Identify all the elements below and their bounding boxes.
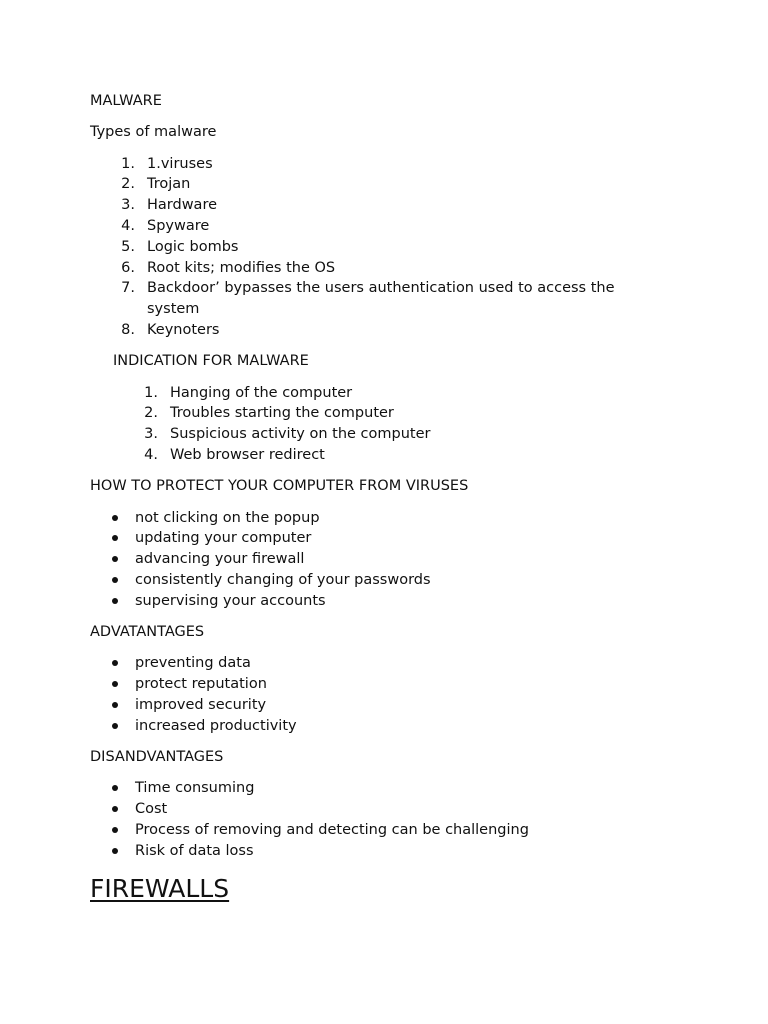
bullet-icon bbox=[90, 841, 135, 862]
bullet-icon bbox=[90, 778, 135, 799]
disadvantages-list bbox=[90, 778, 768, 861]
list-item-text: preventing data bbox=[135, 655, 251, 672]
list-item bbox=[90, 570, 768, 591]
list-item-text: Troubles starting the computer bbox=[170, 405, 394, 422]
heading-how-to-protect: HOW TO PROTECT YOUR COMPUTER FROM VIRUSES bbox=[90, 478, 469, 495]
list-item bbox=[90, 508, 768, 529]
list-number: 1. bbox=[121, 155, 135, 172]
heading-advantages: ADVATANTAGES bbox=[90, 624, 205, 641]
list-item bbox=[90, 403, 768, 424]
list-item-text: Keynoters bbox=[147, 321, 220, 338]
list-item bbox=[90, 591, 768, 612]
list-item-text: supervising your accounts bbox=[135, 592, 326, 609]
list-item-text: Cost bbox=[135, 801, 168, 818]
list-item bbox=[90, 820, 768, 841]
list-item bbox=[90, 528, 768, 549]
bullet-icon bbox=[90, 695, 135, 716]
list-number: 3. bbox=[144, 426, 158, 443]
bullet-icon bbox=[90, 653, 135, 674]
list-item-text: Web browser redirect bbox=[170, 446, 325, 463]
list-item bbox=[90, 674, 768, 695]
list-item bbox=[90, 653, 768, 674]
bullet-icon bbox=[90, 508, 135, 529]
list-item-text: Hanging of the computer bbox=[170, 384, 353, 401]
list-item bbox=[90, 841, 768, 862]
list-item bbox=[90, 424, 768, 445]
bullet-icon bbox=[90, 549, 135, 570]
list-item-text: consistently changing of your passwords bbox=[135, 571, 431, 588]
list-item bbox=[90, 445, 768, 466]
list-number: 5. bbox=[121, 238, 135, 255]
list-item-text: Time consuming bbox=[135, 780, 255, 797]
indications-list bbox=[90, 383, 768, 466]
list-item bbox=[90, 383, 768, 404]
list-item-text: Spyware bbox=[147, 217, 210, 234]
list-item-text: Suspicious activity on the computer bbox=[170, 426, 431, 443]
list-item bbox=[90, 154, 768, 175]
list-item bbox=[90, 320, 768, 341]
list-item-text: improved security bbox=[135, 696, 267, 713]
list-item-text: Root kits; modifies the OS bbox=[147, 259, 336, 276]
bullet-icon bbox=[90, 570, 135, 591]
list-item-text: protect reputation bbox=[135, 676, 267, 693]
list-item bbox=[90, 237, 768, 258]
bullet-icon bbox=[90, 528, 135, 549]
list-item-text: Risk of data loss bbox=[135, 842, 254, 859]
bullet-icon bbox=[90, 799, 135, 820]
list-item-text: updating your computer bbox=[135, 530, 312, 547]
list-item bbox=[90, 716, 768, 737]
list-item bbox=[90, 174, 768, 195]
list-item-text: increased productivity bbox=[135, 717, 297, 734]
list-item-text: 1.viruses bbox=[147, 155, 213, 172]
list-number: 3. bbox=[121, 197, 135, 214]
malware-types-list bbox=[90, 154, 768, 341]
list-item bbox=[90, 549, 768, 570]
list-number: 4. bbox=[144, 446, 158, 463]
heading-disadvantages: DISANDVANTAGES bbox=[90, 749, 224, 766]
list-number: 2. bbox=[121, 176, 135, 193]
bullet-icon bbox=[90, 820, 135, 841]
advantages-list bbox=[90, 653, 768, 736]
list-number: 1. bbox=[144, 384, 158, 401]
list-item-text: Backdoor’ bypasses the users authentication used to access the system bbox=[147, 280, 615, 318]
list-item bbox=[90, 695, 768, 716]
heading-malware: MALWARE bbox=[90, 93, 162, 109]
list-item-text: not clicking on the popup bbox=[135, 509, 320, 526]
list-item bbox=[90, 278, 768, 320]
list-item bbox=[90, 799, 768, 820]
bullet-icon bbox=[90, 591, 135, 612]
list-number: 7. bbox=[121, 280, 135, 297]
list-item-text: Trojan bbox=[147, 176, 191, 193]
list-number: 2. bbox=[144, 405, 158, 422]
heading-types-of-malware: Types of malware bbox=[90, 124, 217, 141]
bullet-icon bbox=[90, 716, 135, 737]
list-item bbox=[90, 216, 768, 237]
list-number: 6. bbox=[121, 259, 135, 276]
list-item-text: Process of removing and detecting can be challenging bbox=[135, 821, 529, 838]
list-item-text: Logic bombs bbox=[147, 238, 239, 255]
list-item-text: advancing your firewall bbox=[135, 551, 305, 568]
heading-indication-for-malware: INDICATION FOR MALWARE bbox=[113, 353, 309, 370]
list-number: 4. bbox=[121, 217, 135, 234]
heading-firewalls: FIREWALLS bbox=[90, 873, 230, 903]
list-item bbox=[90, 778, 768, 799]
list-number: 8. bbox=[121, 321, 135, 338]
list-item bbox=[90, 195, 768, 216]
list-item-text: Hardware bbox=[147, 197, 218, 214]
bullet-icon bbox=[90, 674, 135, 695]
protect-list bbox=[90, 508, 768, 612]
list-item bbox=[90, 258, 768, 279]
